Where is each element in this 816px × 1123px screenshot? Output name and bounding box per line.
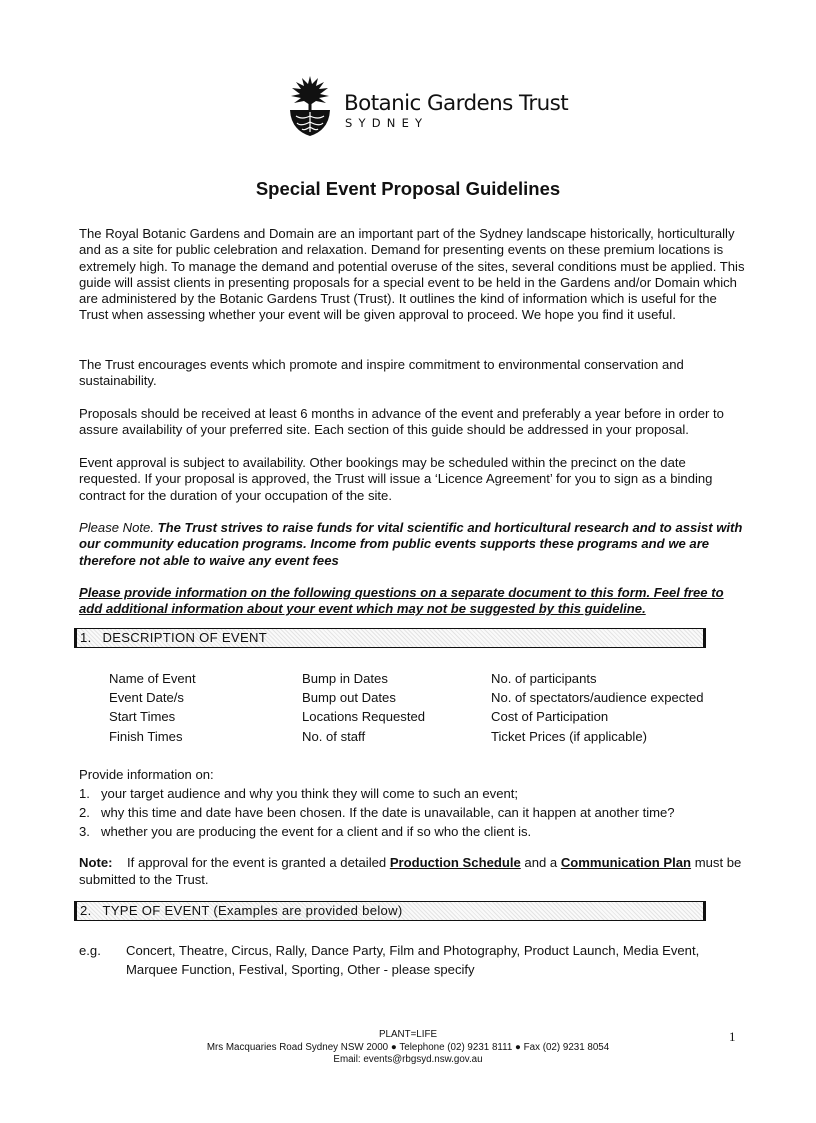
- intro-paragraph-4: Event approval is subject to availability. Other bookings may be scheduled within the precinct on the date requested. If your proposal is approved, the Trust will issue a ‘Licence Agreement’ for you to sign as a binding contract for the duration of your occupation of the site.: [79, 455, 713, 503]
- footer-contact: Mrs Macquaries Road Sydney NSW 2000 ● Telephone (02) 9231 8111 ● Fax (02) 9231 8054: [206, 1041, 610, 1053]
- footer-email: Email: events@rbgsyd.nsw.gov.au: [333, 1054, 483, 1065]
- intro-paragraph-2: The Trust encourages events which promote and inspire commitment to environmental conservation and sustainability.: [79, 357, 684, 389]
- fields-column-3: [491, 669, 704, 746]
- provide-label: Provide information on:: [79, 767, 214, 782]
- page-number: 1: [729, 1029, 736, 1044]
- eg-label: e.g.: [79, 943, 101, 958]
- instruction-text: Please provide information on the following questions on a separate document to this form. Feel free to add additional information about your event which may not be suggested by this guideline.: [79, 585, 724, 617]
- field-label: Bump out Dates: [302, 690, 396, 706]
- field-label: Finish Times: [109, 728, 183, 744]
- section-1-header: [74, 628, 706, 648]
- field-label: Ticket Prices (if applicable): [491, 728, 647, 744]
- please-note-text: The Trust strives to raise funds for vital scientific and horticultural research and to assist with our community education programs. Income from public events supports these programs and we are therefore not able to waive any event fees: [79, 520, 743, 568]
- list-item: 3. whether you are producing the event for a client and if so who the client is.: [79, 824, 532, 839]
- section-2-header: [74, 901, 706, 921]
- logo-name: Botanic Gardens Trust: [344, 91, 569, 116]
- footer: [0, 1029, 816, 1067]
- production-schedule-link: Production Schedule: [389, 855, 521, 870]
- field-label: Start Times: [109, 709, 176, 725]
- fields-column-2: [302, 669, 425, 746]
- logo-city: SYDNEY: [345, 116, 429, 130]
- field-label: No. of participants: [491, 671, 597, 686]
- section-2-number: 2.: [80, 903, 92, 918]
- instruction: [79, 585, 749, 618]
- botanic-tree-icon: [282, 72, 338, 144]
- field-label: Locations Requested: [302, 709, 426, 725]
- communication-plan-link: Communication Plan: [560, 855, 692, 870]
- field-label: Event Date/s: [109, 690, 184, 706]
- field-label: No. of staff: [302, 728, 366, 744]
- field-label: Cost of Participation: [491, 709, 609, 725]
- section-2-title: TYPE OF EVENT (Examples are provided below): [102, 903, 403, 918]
- field-label: Bump in Dates: [302, 671, 388, 686]
- footer-tagline: PLANT=LIFE: [379, 1029, 437, 1040]
- field-label: No. of spectators/audience expected: [491, 690, 704, 706]
- list-item: 1. your target audience and why you think they will come to such an event;: [79, 786, 519, 801]
- fields-column-1: [109, 669, 196, 746]
- please-note-lead: Please Note.: [79, 520, 154, 535]
- intro-paragraph-1: The Royal Botanic Gardens and Domain are an important part of the Sydney landscape historically, horticulturally and as a site for public celebration and relaxation. Demand for presenting events on these premium locations is extremely high. To manage the demand and potential overuse of the sites, several conditions must be applied. This guide will assist clients in presenting proposals for a special event to be held in the Gardens and/or Domain which are administered by the Botanic Gardens Trust (Trust). It outlines the kind of information which is useful for the Trust when assessing whether your event will be given approval to proceed. We hope you find it useful.: [79, 226, 745, 323]
- approval-note: Note: If approval for the event is granted a detailed Production Schedule and a Communication Plan must be submitted to the Trust.: [79, 855, 742, 887]
- logo: [282, 72, 568, 144]
- field-label: Name of Event: [109, 671, 196, 686]
- please-note: [79, 520, 749, 569]
- section-1-title: DESCRIPTION OF EVENT: [102, 630, 268, 645]
- list-item: 2. why this time and date have been chosen. If the date is unavailable, can it happen at another time?: [79, 805, 675, 820]
- note-label: Note:: [79, 855, 113, 870]
- section-1-number: 1.: [80, 630, 92, 645]
- eg-text: Concert, Theatre, Circus, Rally, Dance Party, Film and Photography, Product Launch, Media Event, Marquee Function, Festival, Sporting, Other - please specify: [126, 943, 700, 977]
- intro-paragraph-3: Proposals should be received at least 6 months in advance of the event and preferably a year before in order to assure availability of your preferred site. Each section of this guide should be addressed in your proposal.: [79, 406, 724, 438]
- page-title: Special Event Proposal Guidelines: [255, 178, 561, 199]
- provide-list: [79, 784, 749, 841]
